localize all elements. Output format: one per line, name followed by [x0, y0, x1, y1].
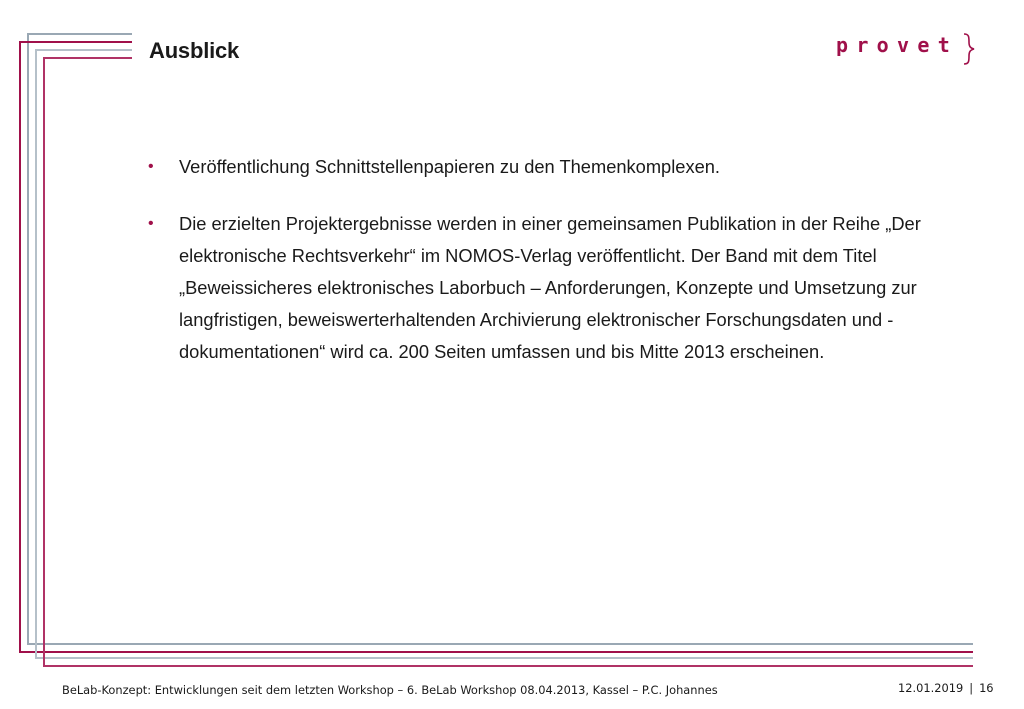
- closing-brace-icon: [962, 32, 976, 66]
- bullet-marker: •: [148, 215, 154, 232]
- footer-date-page: [898, 681, 994, 695]
- bullet-text: Veröffentlichung Schnittstellenpapieren zu den Themenkomplexen.: [179, 156, 721, 177]
- bullet-text: Die erzielten Projektergebnisse werden in einer gemeinsamen Publikation in der Reihe „Der elektronische Rechtsverkehr“ im NOMOS-Verlag veröffentlicht. Der Band mit dem Titel „Beweissicheres elektronisches Laborbuch – Anforderungen, Konzepte und Umsetzung zur langfristigen, beweiswerterhaltenden Archivierung elektronischer Forschungsdaten und -dokumentationen“ wird ca. 200 Seiten umfassen und bis Mitte 2013 erscheinen.: [179, 213, 921, 362]
- bullet-marker: •: [148, 158, 154, 175]
- footer-caption: BeLab-Konzept: Entwicklungen seit dem letzten Workshop – 6. BeLab Workshop 08.04.2013, Kassel – P.C. Johannes: [62, 683, 718, 697]
- slide-title: Ausblick: [149, 38, 240, 63]
- page-number: 16: [979, 681, 994, 695]
- logo-text: provet: [836, 33, 959, 57]
- bullet-item-project-results: [148, 208, 948, 368]
- provet-logo: [834, 30, 976, 70]
- footer-date: 12.01.2019: [898, 681, 964, 695]
- footer-separator: |: [969, 681, 974, 695]
- bullet-item-publication-papers: [148, 151, 948, 183]
- bullet-list: [148, 151, 948, 368]
